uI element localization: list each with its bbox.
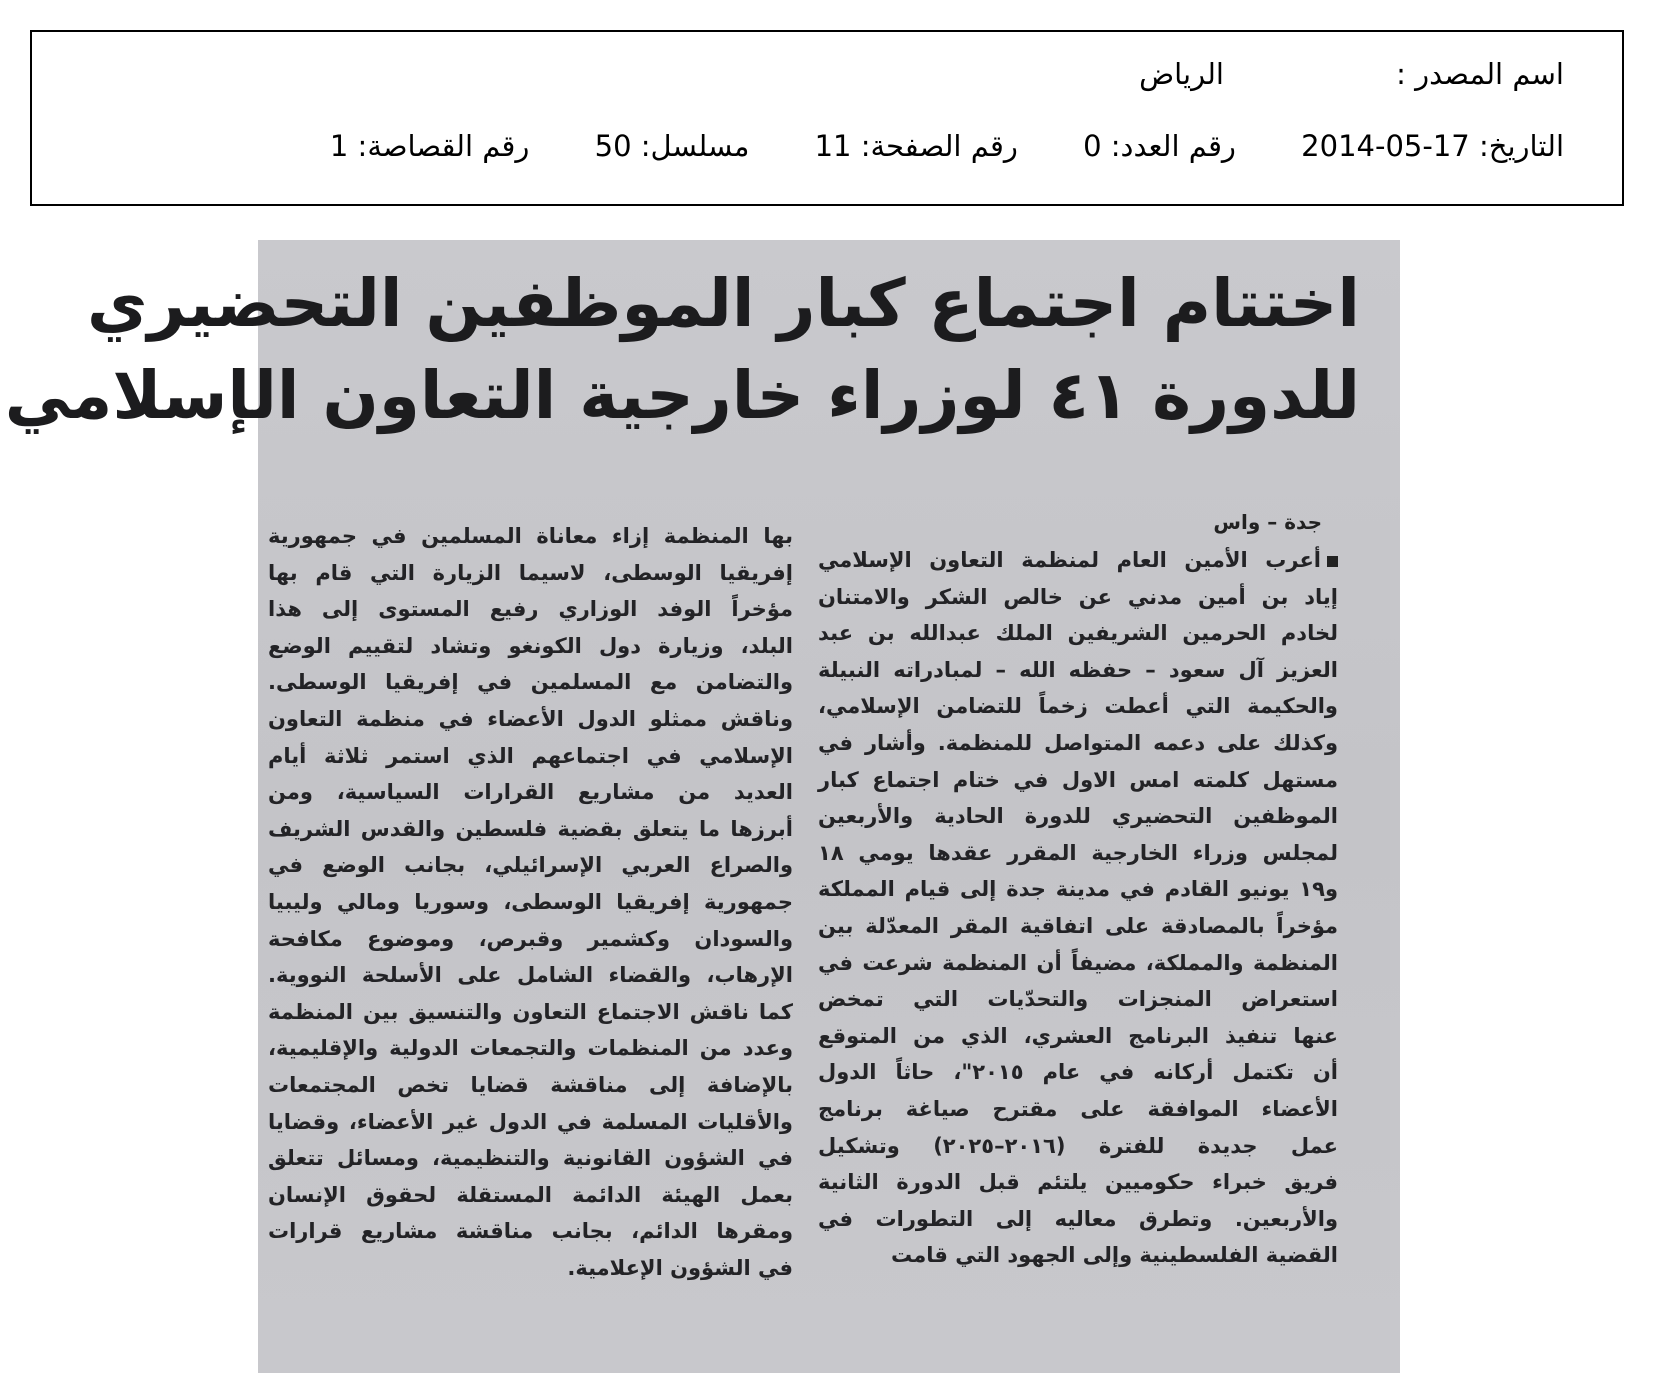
article-text: فريق خبراء حكوميين يلتئم قبل الدورة الثانية [818,1170,1338,1195]
article-text-line [818,1201,1338,1238]
clipping-metadata-box [30,30,1624,206]
article-text: والصراع العربي الإسرائيلي، بجانب الوضع في [268,853,793,878]
article-text-line [268,774,793,811]
article-text-line [268,1140,793,1177]
article-text: المنظمة والمملكة، مضيفاً أن المنظمة شرعت في [818,950,1338,975]
source-label: اسم المصدر : [1396,57,1564,91]
article-text-line [268,847,793,884]
article-text-line [268,1213,793,1250]
article-text: أعرب الأمين العام لمنظمة التعاون الإسلامي [818,548,1321,572]
article-text: استعراض المنجزات والتحدّيات التي تمخض [818,987,1338,1012]
article-text: البلد، وزيارة دول الكونغو وتشاد لتقييم الوضع [268,633,793,658]
article-text: عنها تنفيذ البرنامج العشري، الذي من المتوقع [818,1023,1338,1048]
article-text-line [268,738,793,775]
article-dateline: جدة – واس [1213,510,1322,534]
article-text-line [268,591,793,628]
article-headline [4,258,1360,442]
article-text: إياد بن أمين مدني عن خالص الشكر والامتنان [818,584,1338,609]
article-text-line [818,1054,1338,1091]
article-text-line [268,811,793,848]
article-text: لخادم الحرمين الشريفين الملك عبدالله بن عبد [818,621,1338,646]
article-text-line [818,1091,1338,1128]
article-text-line [818,1164,1338,1201]
article-text-line [818,615,1338,652]
headline-line-2: للدورة ٤١ لوزراء خارجية التعاون الإسلامي [4,357,1360,434]
article-text: وكذلك على دعمه المتواصل للمنظمة. وأشار في [818,730,1338,755]
article-text: و١٩ يونيو القادم في مدينة جدة إلى قيام المملكة [818,877,1338,902]
article-text: الإرهاب، والقضاء الشامل على الأسلحة النووية. [268,963,793,988]
article-text: مؤخراً بالمصادقة على اتفاقية المقر المعدّلة بين [818,913,1338,938]
article-text: أن تكتمل أركانه في عام ٢٠١٥"، حاثاً الدول [818,1060,1338,1085]
article-text-line [818,762,1338,799]
article-text: لمجلس وزراء الخارجية المقرر عقدها يومي ١٨ [818,840,1338,865]
article-text-line [268,957,793,994]
article-text: والسودان وكشمير وقبرص، وموضوع مكافحة [268,926,793,951]
clip-number-field: رقم القصاصة: 1 [329,129,530,163]
article-text: إفريقيا الوسطى، لاسيما الزيارة التي قام بها [268,560,793,585]
issue-number-field: رقم العدد: 0 [1083,129,1236,163]
article-text-line [268,1067,793,1104]
article-text-line [268,1030,793,1067]
article-text: كما ناقش الاجتماع التعاون والتنسيق بين المنظمة [268,999,793,1024]
article-text: الإسلامي في اجتماعهم الذي استمر ثلاثة أيام [268,743,793,768]
article-text-line [818,835,1338,872]
article-text-line [268,628,793,665]
article-text: الموظفين التحضيري للدورة الحادية والأربعين [818,804,1338,829]
article-text: بالإضافة إلى مناقشة قضايا تخص المجتمعات [268,1072,793,1097]
date-field: التاريخ: 17-05-2014 [1301,129,1564,163]
paragraph-bullet-icon [1327,556,1338,567]
article-text: ومقرها الدائم، بجانب مناقشة مشاريع قرارات [268,1219,793,1244]
article-text: والأقليات المسلمة في الدول غير الأعضاء، وقضايا [268,1109,793,1134]
page-number-field: رقم الصفحة: 11 [814,129,1018,163]
article-column-right [818,542,1338,1274]
article-column-left [268,518,793,1286]
article-text-line [818,579,1338,616]
clipping-details-row [329,129,1564,163]
article-text-line [268,921,793,958]
article-text-line [268,1104,793,1141]
article-text: مؤخراً الوفد الوزاري رفيع المستوى إلى هذا [268,597,793,622]
article-text-line [818,1018,1338,1055]
article-text: والحكيمة التي أعطت زخماً للتضامن الإسلامي، [818,694,1338,719]
article-text-line [268,884,793,921]
article-text-line [268,1250,793,1287]
article-text-line [818,1237,1338,1274]
article-text: والتضامن مع المسلمين في إفريقيا الوسطى. [268,670,793,695]
headline-line-1: اختتام اجتماع كبار الموظفين التحضيري [87,265,1360,342]
article-text-line [818,871,1338,908]
article-text: في الشؤون القانونية والتنظيمية، ومسائل تتعلق [268,1146,793,1171]
article-text: جمهورية إفريقيا الوسطى، وسوريا ومالي وليبيا [268,889,793,914]
article-text-line [818,652,1338,689]
article-text-line [268,518,793,555]
article-text: بعمل الهيئة الدائمة المستقلة لحقوق الإنسان [268,1182,793,1207]
source-value: الرياض [1139,57,1224,91]
article-text-line [818,688,1338,725]
article-text: العديد من مشاريع القرارات السياسية، ومن [268,780,793,805]
article-text-line [818,798,1338,835]
article-text: بها المنظمة إزاء معاناة المسلمين في جمهورية [268,524,793,548]
article-text-line [268,1177,793,1214]
article-text-line [818,981,1338,1018]
article-text: القضية الفلسطينية وإلى الجهود التي قامت [891,1243,1338,1268]
serial-field: مسلسل: 50 [594,129,750,163]
newspaper-clipping [4,240,1400,1373]
article-text: وناقش ممثلو الدول الأعضاء في منظمة التعاون [268,706,793,731]
article-text-line [818,908,1338,945]
article-text-line [818,542,1338,579]
article-text: والأربعين. وتطرق معاليه إلى التطورات في [818,1206,1338,1231]
article-text-line [268,994,793,1031]
article-text-line [818,945,1338,982]
article-text: عمل جديدة للفترة (٢٠١٦–٢٠٢٥) وتشكيل [818,1133,1338,1158]
article-text: الأعضاء الموافقة على مقترح صياغة برنامج [818,1096,1338,1121]
article-text-line [268,555,793,592]
article-text: مستهل كلمته امس الاول في ختام اجتماع كبار [818,767,1338,792]
article-text: وعدد من المنظمات والتجمعات الدولية والإقليمية، [268,1036,793,1061]
article-text: أبرزها ما يتعلق بقضية فلسطين والقدس الشريف [268,816,793,841]
article-text-line [818,725,1338,762]
article-text-line [818,1128,1338,1165]
article-text-line [268,664,793,701]
article-text-line [268,701,793,738]
article-text: في الشؤون الإعلامية. [567,1255,793,1280]
article-text: العزيز آل سعود – حفظه الله – لمبادراته النبيلة [818,657,1338,682]
